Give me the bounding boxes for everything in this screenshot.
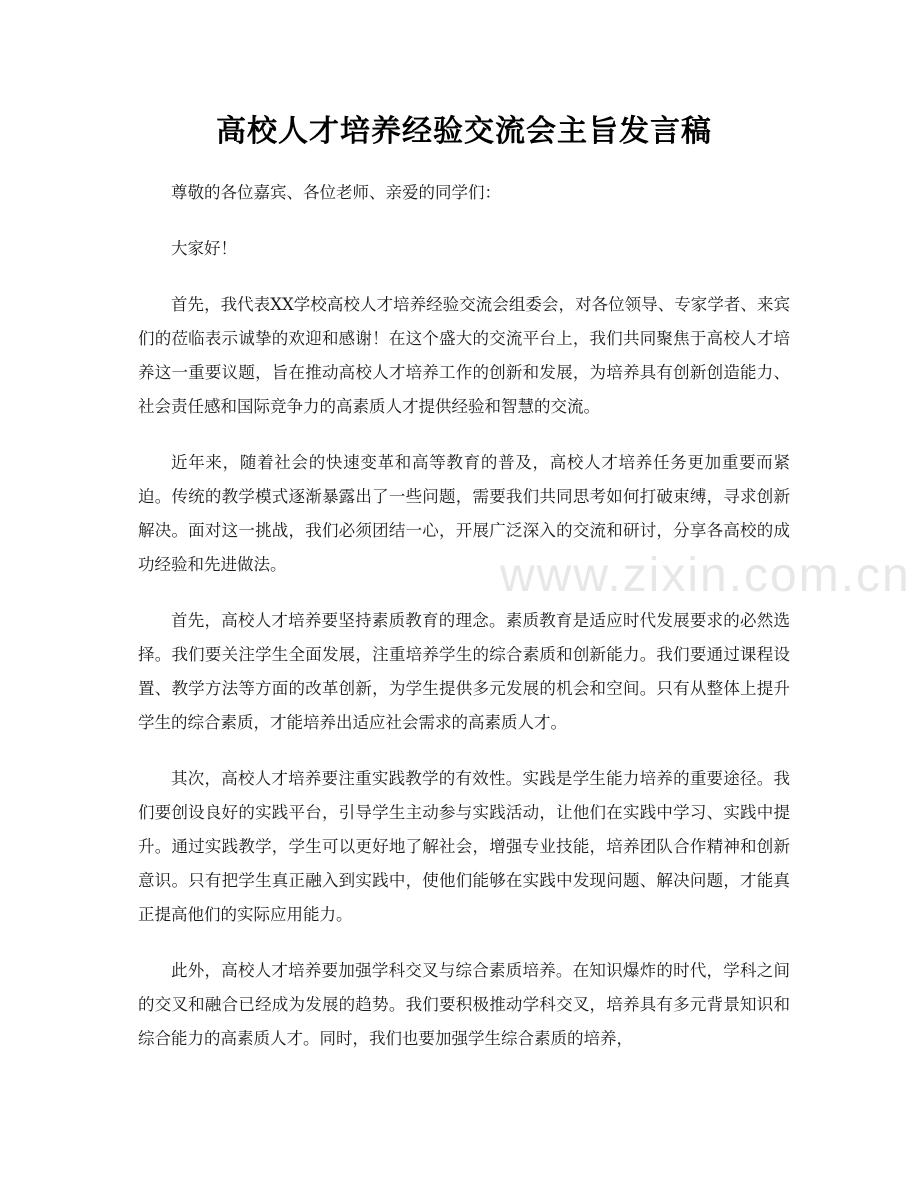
body-paragraph: 首先，高校人才培养要坚持素质教育的理念。素质教育是适应时代发展要求的必然选择。我们要关注学生全面发展，注重培养学生的综合素质和创新能力。我们要通过课程设置、教学方法等方面的改革创新，为学生提供多元发展的机会和空间。只有从整体上提升学生的综合素质，才能培养出适应社会需求的高素质人才。 bbox=[138, 611, 790, 732]
body-paragraph: 近年来，随着社会的快速变革和高等教育的普及，高校人才培养任务更加重要而紧迫。传统的教学模式逐渐暴露出了一些问题，需要我们共同思考如何打破束缚，寻求创新解决。面对这一挑战，我们必须团结一心，开展广泛深入的交流和研讨，分享各高校的成功经验和先进做法。 bbox=[138, 453, 790, 574]
body-paragraph: 此外，高校人才培养要加强学科交叉与综合素质培养。在知识爆炸的时代，学科之间的交叉和融合已经成为发展的趋势。我们要积极推动学科交叉，培养具有多元背景知识和综合能力的高素质人才。同时，我们也要加强学生综合素质的培养， bbox=[138, 961, 790, 1048]
body-paragraph: 首先，我代表XX学校高校人才培养经验交流会组委会，对各位领导、专家学者、来宾们的莅临表示诚挚的欢迎和感谢！在这个盛大的交流平台上，我们共同聚焦于高校人才培养这一重要议题，旨在推动高校人才培养工作的创新和发展，为培养具有创新创造能力、社会责任感和国际竞争力的高素质人才提供经验和智慧的交流。 bbox=[138, 295, 790, 416]
document-title: 高校人才培养经验交流会主旨发言稿 bbox=[216, 114, 712, 149]
watermark: www.zixin.com.cn bbox=[500, 549, 911, 602]
greeting-paragraph: 尊敬的各位嘉宾、各位老师、亲爱的同学们： bbox=[171, 183, 501, 202]
document-body bbox=[138, 176, 790, 1056]
hello-paragraph: 大家好！ bbox=[171, 239, 237, 258]
body-paragraph: 其次，高校人才培养要注重实践教学的有效性。实践是学生能力培养的重要途径。我们要创设良好的实践平台，引导学生主动参与实践活动，让他们在实践中学习、实践中提升。通过实践教学，学生可以更好地了解社会，增强专业技能，培养团队合作精神和创新意识。只有把学生真正融入到实践中，使他们能够在实践中发现问题、解决问题，才能真正提高他们的实际应用能力。 bbox=[138, 769, 790, 924]
